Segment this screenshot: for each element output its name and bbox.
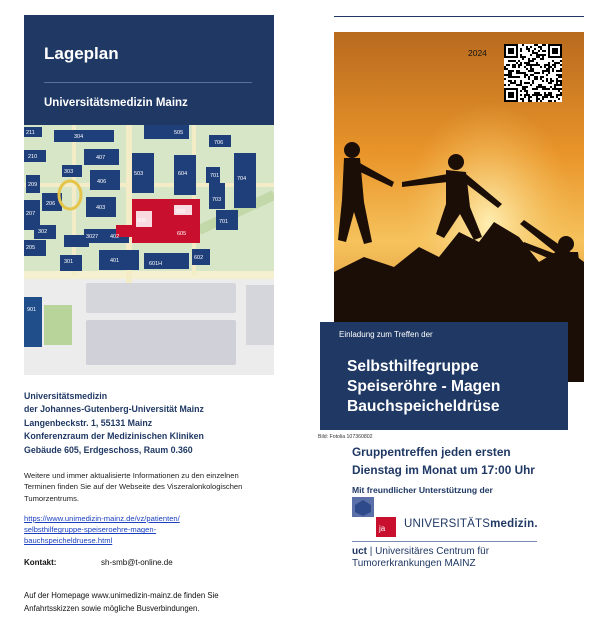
address-line: Universitätsmedizin — [24, 391, 108, 401]
logo-divider — [352, 541, 537, 542]
support-text: Mit freundlicher Unterstützung der — [352, 485, 493, 495]
svg-text:701: 701 — [219, 219, 229, 225]
photo-credit: Bild: Fotolia 107360802 — [318, 434, 373, 440]
svg-text:407: 407 — [96, 155, 106, 161]
meeting-line: Dienstag im Monat um 17:00 Uhr — [352, 463, 535, 477]
website-link[interactable] — [24, 513, 180, 547]
svg-text:303: 303 — [64, 169, 74, 175]
svg-text:701: 701 — [210, 173, 220, 179]
link-line[interactable]: selbsthilfegruppe-speiseroehre-magen- — [24, 525, 157, 535]
top-divider — [334, 16, 584, 17]
svg-text:210: 210 — [28, 154, 38, 160]
meeting-line: Gruppentreffen jeden ersten — [352, 445, 511, 459]
logo-badge-text: ja — [379, 524, 386, 533]
group-title-box — [320, 347, 568, 430]
address-line: der Johannes-Gutenberg-Universität Mainz — [24, 404, 204, 415]
svg-text:505: 505 — [174, 130, 184, 136]
map-label: 211 — [26, 130, 35, 136]
svg-text:605: 605 — [137, 218, 147, 224]
header-subtitle: Universitätsmedizin Mainz — [44, 97, 188, 109]
year-label: 2024 — [468, 48, 487, 58]
svg-text:901: 901 — [27, 307, 37, 313]
campus-map — [24, 125, 274, 375]
svg-text:503: 503 — [134, 171, 144, 177]
meeting-info — [352, 443, 535, 479]
svg-text:605: 605 — [177, 231, 187, 237]
svg-text:401: 401 — [110, 258, 120, 264]
wordmark-prefix: UNIVERSITÄTS — [404, 518, 491, 530]
unimedizin-wordmark — [404, 518, 538, 530]
group-title-line: Bauchspeicheldrüse — [347, 398, 500, 415]
address-line: Langenbeckstr. 1, 55131 Mainz — [24, 417, 153, 428]
svg-text:604: 604 — [178, 171, 188, 177]
svg-text:207: 207 — [26, 211, 36, 217]
svg-text:706: 706 — [214, 140, 224, 146]
header-box — [24, 15, 274, 125]
svg-text:601H: 601H — [149, 261, 163, 267]
uct-line2: Tumorerkrankungen MAINZ — [352, 558, 476, 569]
header-divider — [44, 82, 252, 83]
homepage-text: Auf der Homepage www.unimedizin-mainz.de finden Sie Anfahrtsskizzen sowie mögliche Busverbindungen. — [24, 591, 219, 613]
svg-text:406: 406 — [97, 179, 107, 185]
svg-text:209: 209 — [28, 182, 38, 188]
address-line: Konferenzraum der Medizinischen Kliniken — [24, 431, 204, 442]
uct-logo — [352, 546, 489, 570]
address-block — [24, 390, 204, 457]
svg-text:3027: 3027 — [86, 234, 99, 240]
uct-abbr: uct — [352, 546, 367, 557]
invite-bar: Einladung zum Treffen der — [320, 322, 568, 347]
address-line: Gebäude 605, Erdgeschoss, Raum 0.360 — [24, 444, 193, 455]
svg-text:608: 608 — [176, 209, 186, 215]
page-title: Lageplan — [44, 44, 119, 63]
svg-text:703: 703 — [212, 197, 222, 203]
svg-text:704: 704 — [237, 176, 247, 182]
svg-text:301: 301 — [64, 259, 74, 265]
svg-text:403: 403 — [96, 205, 106, 211]
svg-text:206: 206 — [46, 201, 56, 207]
svg-text:304: 304 — [74, 134, 84, 140]
link-line[interactable]: https://www.unimedizin-mainz.de/vz/patienten/ — [24, 514, 180, 523]
svg-text:205: 205 — [26, 245, 36, 251]
svg-text:602: 602 — [194, 255, 204, 261]
unimedizin-logo-icon — [352, 497, 402, 539]
group-title-line: Selbsthilfegruppe — [347, 358, 479, 375]
group-title-line: Speiseröhre - Magen — [347, 378, 501, 395]
uct-line1: | Universitäres Centrum für — [367, 546, 490, 557]
contact-email[interactable]: sh-smb@t-online.de — [101, 558, 173, 567]
svg-text:302: 302 — [38, 229, 48, 235]
info-text: Weitere und immer aktualisierte Informationen zu den einzelnen Terminen finden Sie auf der Webseite des Viszeralonkologischen Tumorzentrums. — [24, 471, 243, 503]
contact-label: Kontakt: — [24, 558, 57, 567]
wordmark-bold: medizin. — [490, 518, 538, 530]
link-line[interactable]: bauchspeicheldruese.html — [24, 536, 113, 546]
svg-text:402: 402 — [110, 234, 120, 240]
qr-code-icon[interactable] — [504, 44, 562, 102]
